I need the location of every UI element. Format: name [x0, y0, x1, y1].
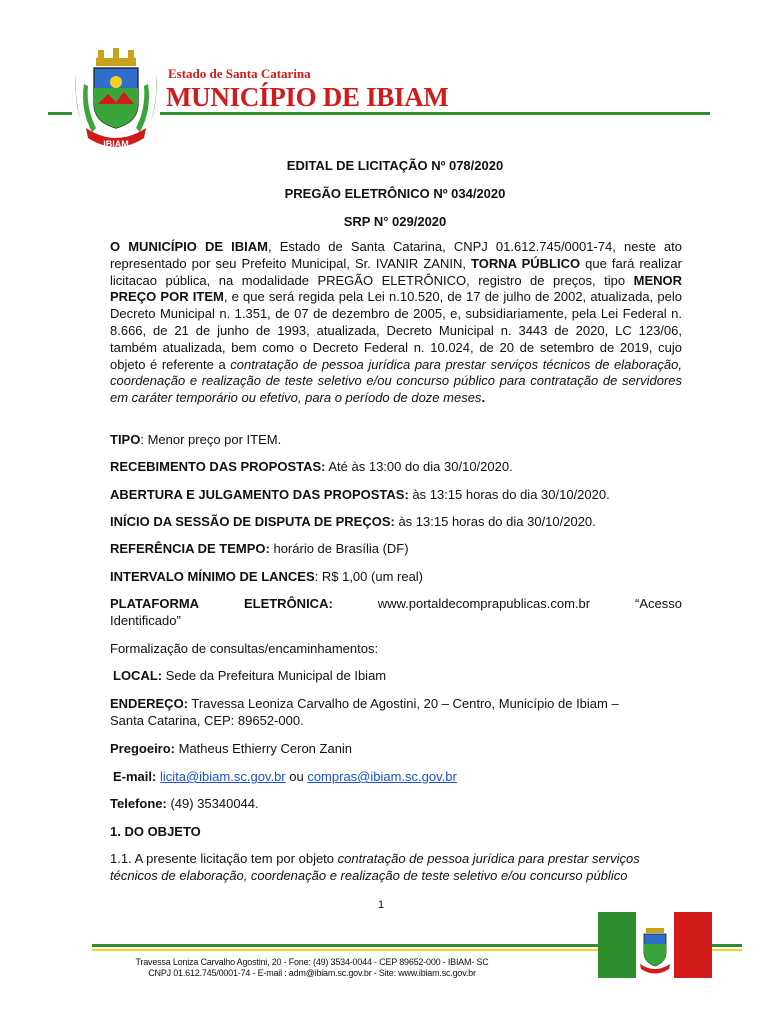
pregoeiro-label: Pregoeiro:: [110, 741, 176, 756]
header-state: Estado de Santa Catarina: [168, 66, 311, 81]
header-divider: [48, 112, 72, 115]
objeto-line-2: [110, 868, 682, 885]
local-label: LOCAL:: [113, 668, 163, 683]
objeto-italic-1: contratação de pessoa jurídica para prestar serviços: [337, 851, 640, 866]
intervalo-line: [110, 569, 682, 586]
tipo-value: : Menor preço por ITEM.: [140, 432, 282, 447]
crest-text: IBIAM: [103, 139, 129, 149]
srp-title: SRP N° 029/2020: [343, 214, 447, 229]
endereco-line: [110, 696, 682, 713]
telefone-label: Telefone:: [110, 796, 167, 811]
plataforma-url: www.portaldecomprapublicas.com.br: [377, 596, 591, 611]
header-divider: [160, 112, 710, 115]
objeto-italic-2: técnicos de elaboração, coordenação e realização de teste seletivo e/ou concurso público: [110, 868, 628, 883]
tipo-line: [110, 432, 682, 449]
intro-bold-2: TORNA PÚBLICO: [471, 255, 581, 271]
pregao-title: PREGÃO ELETRÔNICO Nº 034/2020: [284, 186, 506, 201]
recebimento-label: RECEBIMENTO DAS PROPOSTAS:: [110, 459, 326, 474]
page-number: 1: [378, 899, 385, 911]
telefone-value: (49) 35340044.: [166, 796, 259, 811]
eletronica-label: ELETRÔNICA:: [243, 596, 333, 611]
pregoeiro-value: Matheus Ethierry Ceron Zanin: [175, 741, 353, 756]
email-link-compras[interactable]: compras@ibiam.sc.gov.br: [307, 769, 457, 784]
referencia-line: [110, 541, 682, 558]
abertura-value: às 13:15 horas do dia 30/10/2020.: [408, 487, 610, 502]
identificado-line: Identificado”: [110, 613, 181, 628]
endereco-value: Travessa Leoniza Carvalho de Agostini, 20 – Centro, Município de Ibiam –: [188, 696, 619, 711]
footer-contact: CNPJ 01.612.745/0001-74 - E-mail : adm@ibiam.sc.gov.br - Site: www.ibiam.sc.gov.br: [148, 968, 476, 978]
tipo-label: TIPO: [110, 432, 141, 447]
intervalo-value: : R$ 1,00 (um real): [314, 569, 424, 584]
intro-end: .: [481, 390, 486, 406]
referencia-value: horário de Brasília (DF): [269, 541, 409, 556]
telefone-line: [110, 796, 682, 813]
local-value: Sede da Prefeitura Municipal de Ibiam: [162, 668, 387, 683]
intervalo-label: INTERVALO MÍNIMO DE LANCES: [110, 569, 315, 584]
endereco-line-2: Santa Catarina, CEP: 89652-000.: [110, 713, 304, 728]
formalizacao-line: Formalização de consultas/encaminhamentos:: [110, 641, 379, 656]
inicio-line: [110, 514, 682, 531]
intro-text-3: , e que será regida pela Lei n.10.520, de 17 de julho de 2002, atualizada, pelo Decreto Municipal n. 1.351, de 07 de dezembro de 2005, e, subsidiariamente, pela Lei Federal n. 8.666, de 21 de junho de 1993, atualizada, Decreto Municipal n. 3443 de 2020, LC 123/06, também atualizada, bem como o Decreto Federal n. 10.024, de 20 de setembro de 2019, cujo objeto é referente a: [110, 289, 682, 372]
municipal-flag-icon: [598, 912, 712, 978]
plataforma-label: PLATAFORMA: [110, 596, 200, 611]
intro-bold-1: O MUNICÍPIO DE IBIAM: [110, 239, 268, 254]
intro-object-italic: contratação de pessoa jurídica para prestar serviços técnicos de elaboração, coordenação e realização de teste seletivo e/ou concurso público para contratação de servidores em caráter temporário ou efetivo, para o período de doze meses: [110, 356, 682, 406]
local-line: [113, 668, 685, 685]
acesso-quote: “Acesso: [635, 596, 682, 611]
inicio-value: às 13:15 horas do dia 30/10/2020.: [394, 514, 596, 529]
intro-text-2: que fará realizar licitacao pública, na modalidade PREGÃO ELETRÔNICO, registro de preços, tipo: [110, 255, 682, 288]
email-link-licita[interactable]: licita@ibiam.sc.gov.br: [159, 769, 286, 784]
referencia-label: REFERÊNCIA DE TEMPO:: [110, 541, 270, 556]
pregoeiro-line: [110, 741, 682, 758]
header-city: MUNICÍPIO DE IBIAM: [166, 82, 449, 112]
recebimento-value: Até às 13:00 do dia 30/10/2020.: [325, 459, 513, 474]
abertura-label: ABERTURA E JULGAMENTO DAS PROPOSTAS:: [110, 487, 409, 502]
objeto-heading: 1. DO OBJETO: [110, 824, 201, 839]
objeto-line-1: [110, 851, 682, 868]
email-line: [113, 769, 685, 786]
intro-paragraph: [110, 239, 682, 407]
plataforma-line: [110, 596, 682, 613]
recebimento-line: [110, 459, 682, 476]
email-separator: ou: [285, 769, 308, 784]
objeto-text: 1.1. A presente licitação tem por objeto: [110, 851, 338, 866]
footer-address: Travessa Loniza Carvalho Agostini, 20 - Fone: (49) 3534-0044 - CEP 89652-000 - IBIAM- SC: [135, 957, 489, 967]
abertura-line: [110, 487, 682, 504]
intro-text-1: , Estado de Santa Catarina, CNPJ 01.612.745/0001-74, neste ato representado por seu Prefeito Municipal, Sr. IVANIR ZANIN,: [110, 239, 682, 271]
intro-bold-3: MENOR PREÇO POR ITEM: [110, 272, 682, 305]
inicio-label: INÍCIO DA SESSÃO DE DISPUTA DE PREÇOS:: [110, 514, 395, 529]
edital-title: EDITAL DE LICITAÇÃO Nº 078/2020: [286, 158, 504, 173]
endereco-label: ENDEREÇO:: [110, 696, 189, 711]
municipal-crest-icon: [72, 44, 160, 152]
email-label: E-mail:: [113, 769, 157, 784]
